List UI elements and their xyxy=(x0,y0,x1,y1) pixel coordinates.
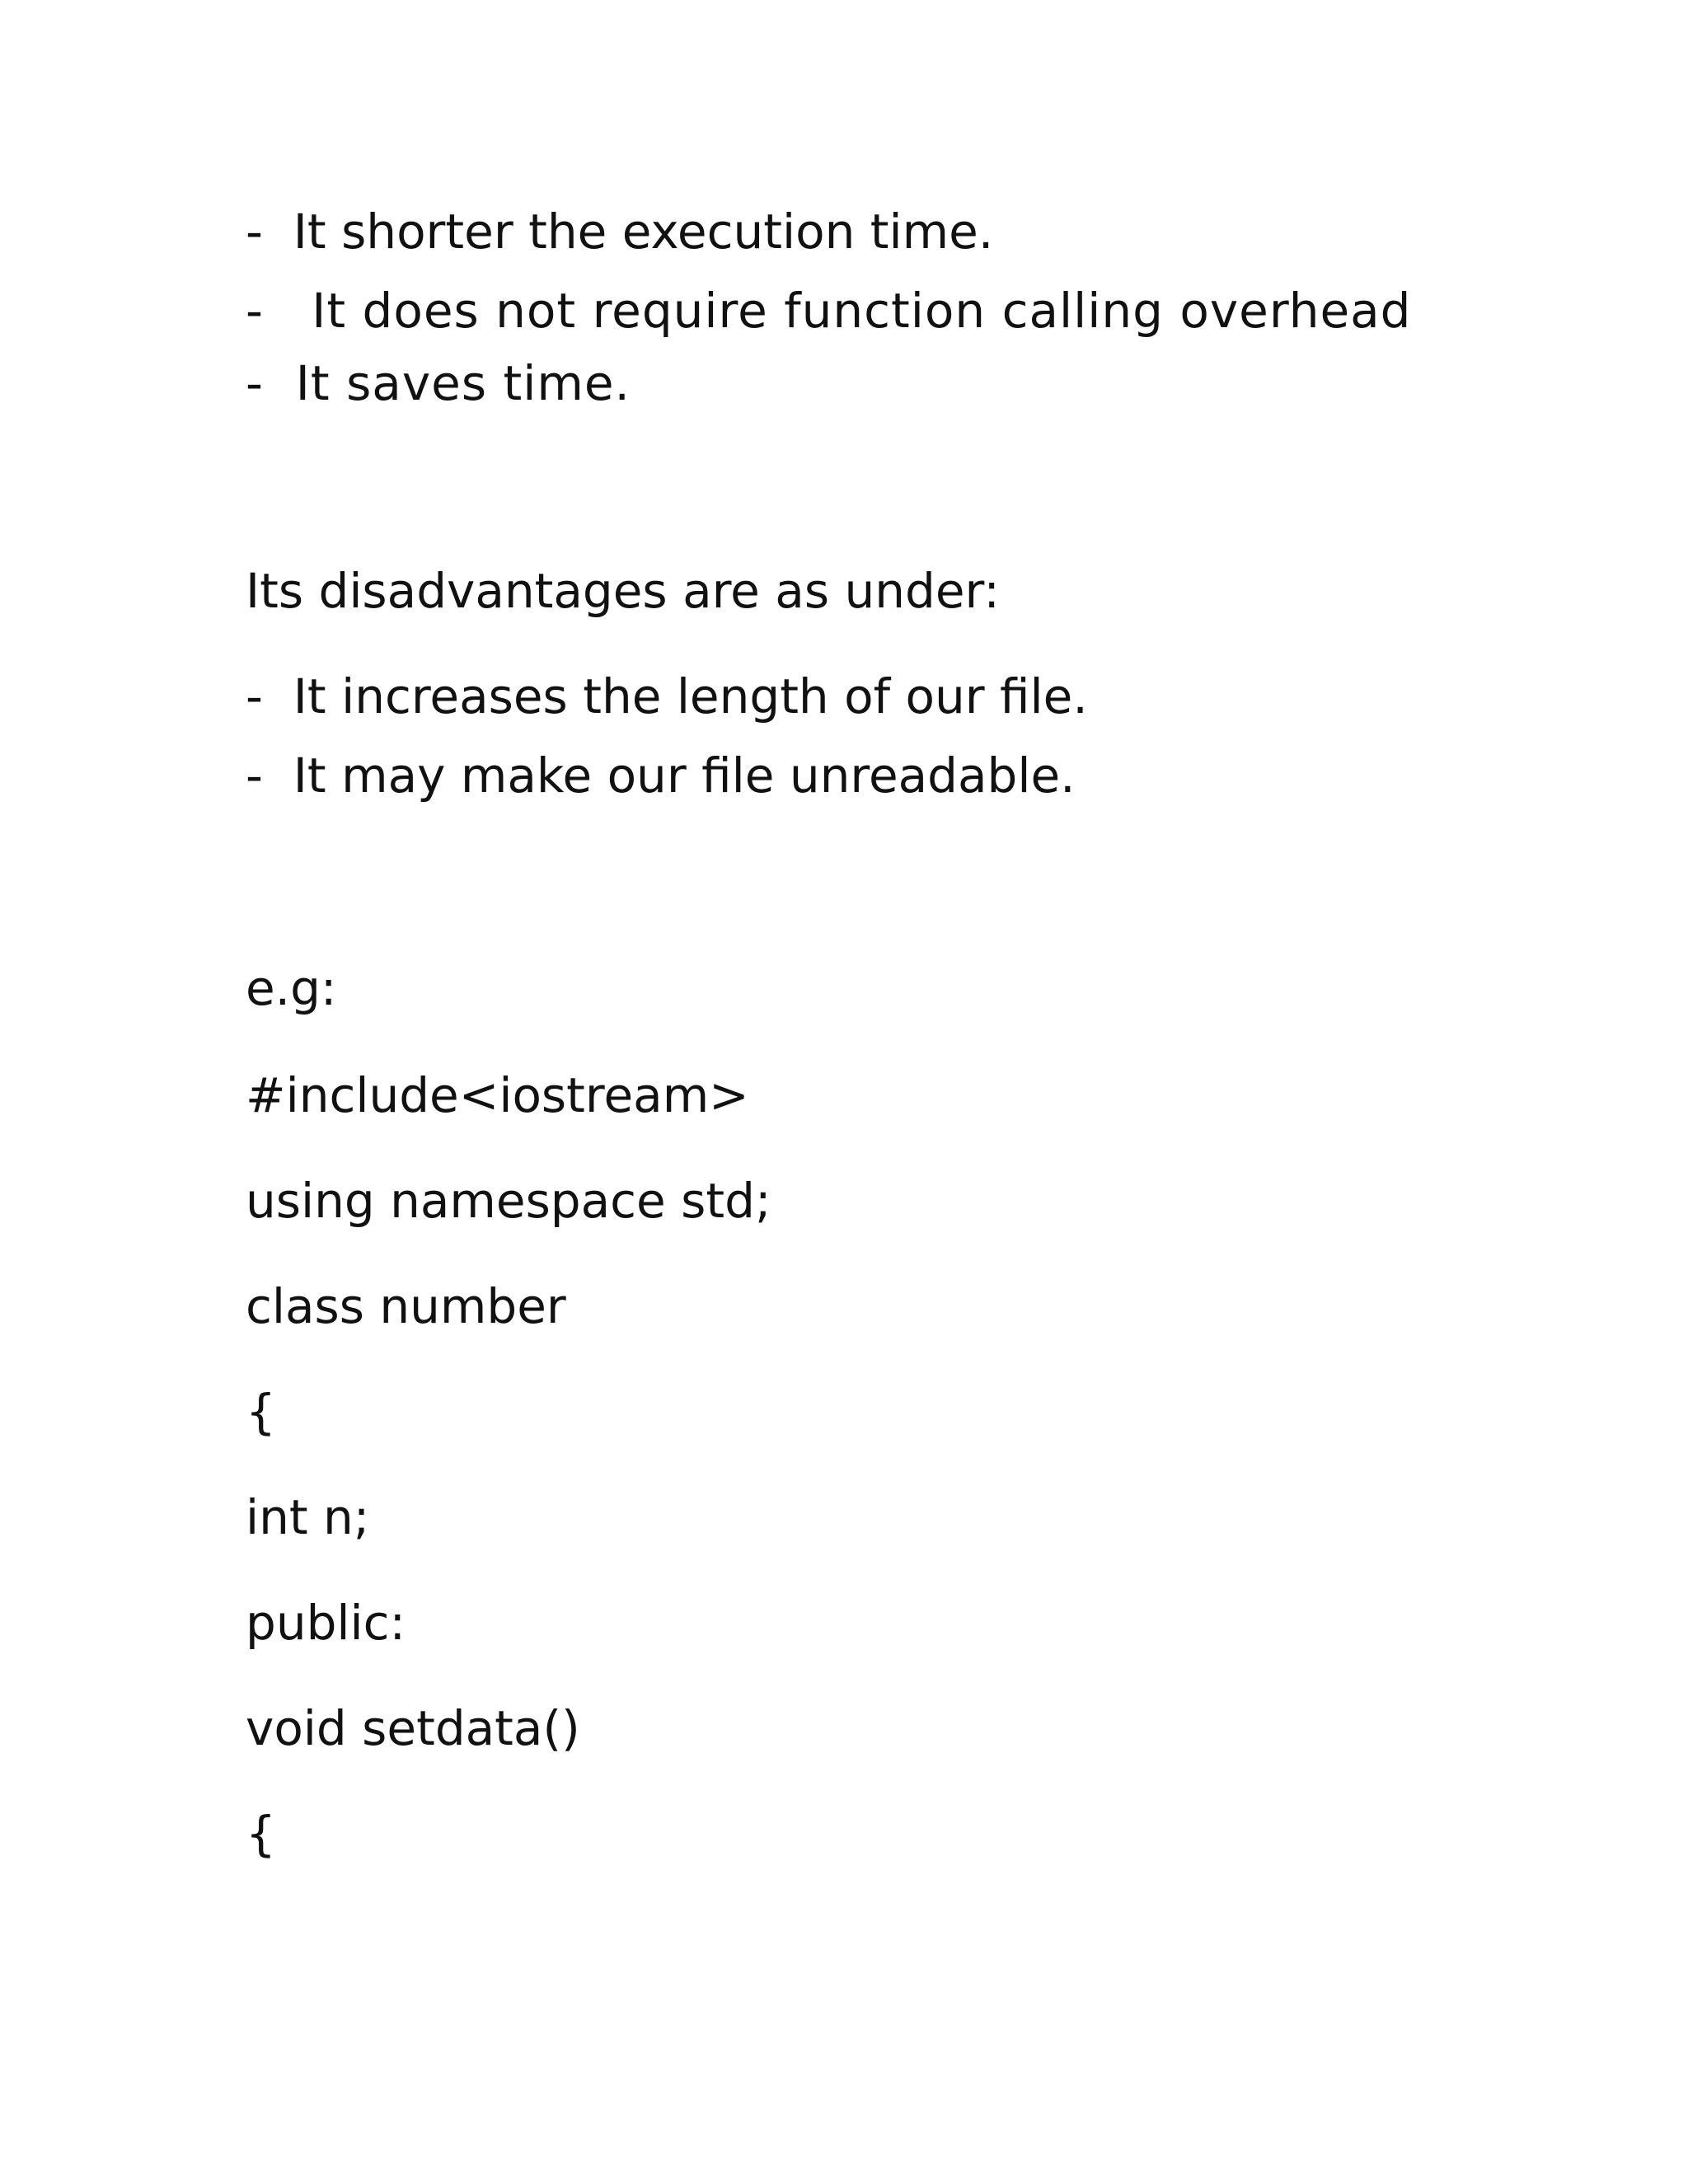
advantage-item-1: - It shorter the execution time. xyxy=(246,204,994,260)
disadvantage-item-2: - It may make our file unreadable. xyxy=(246,748,1076,804)
advantage-item-2: - It does not require function calling overhead xyxy=(246,283,1412,339)
code-line-public: public: xyxy=(246,1595,406,1651)
code-line-setdata: void setdata() xyxy=(246,1700,580,1756)
disadvantages-heading: Its disadvantages are as under: xyxy=(246,563,1000,619)
code-line-open-brace: { xyxy=(246,1384,276,1440)
code-line-class: class number xyxy=(246,1278,566,1334)
advantage-item-3: - It saves time. xyxy=(246,355,631,411)
disadvantage-item-1: - It increases the length of our file. xyxy=(246,668,1088,724)
code-line-open-brace-2: { xyxy=(246,1806,276,1862)
code-line-int: int n; xyxy=(246,1489,370,1545)
code-line-include: #include<iostream> xyxy=(246,1067,749,1123)
code-line-namespace: using namespace std; xyxy=(246,1173,771,1229)
example-label: e.g: xyxy=(246,960,337,1016)
